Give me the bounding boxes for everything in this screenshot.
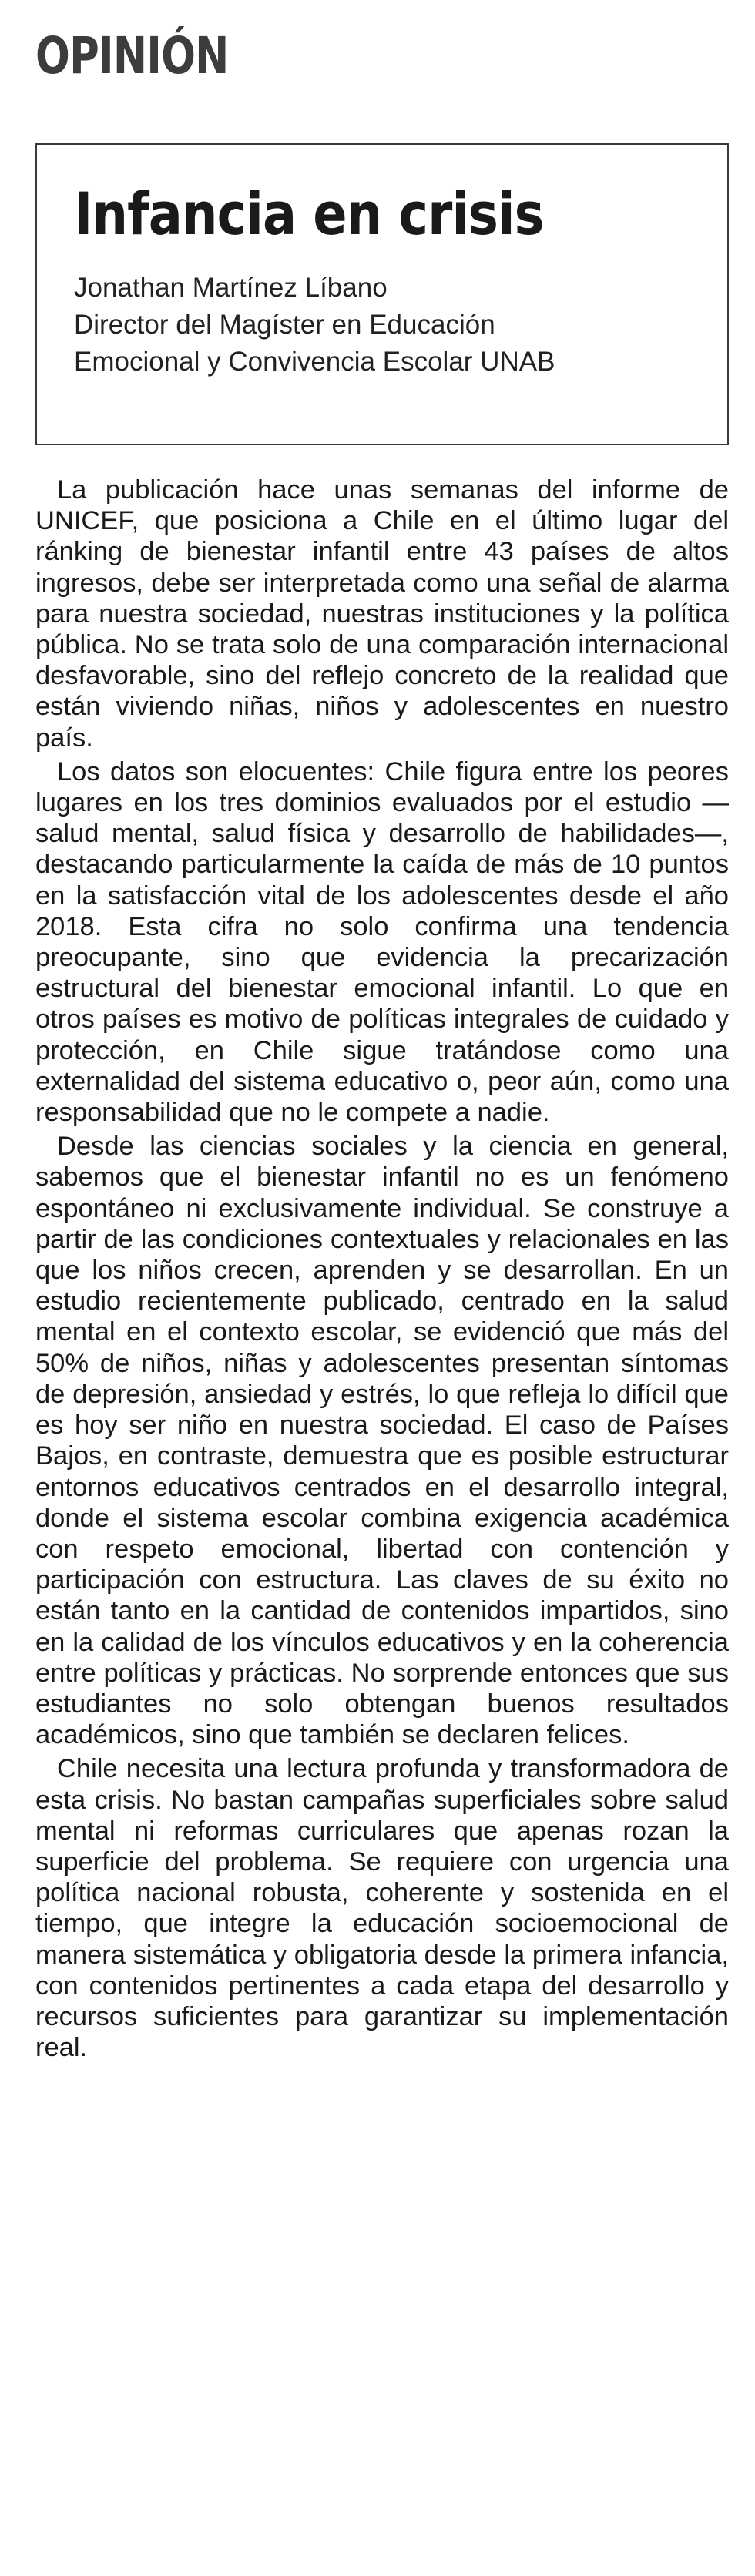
headline: Infancia en crisis bbox=[74, 179, 544, 248]
article-body bbox=[35, 475, 729, 2066]
byline bbox=[74, 270, 555, 381]
paragraph: Desde las ciencias sociales y la ciencia en general, sabemos que el bienestar infantil no es un fenómeno espontáneo ni exclusivamente individual. Se construye a partir de las condiciones contextuales y relacionales en las que los niños crecen, aprenden y se desarrollan. En un estudio recientemente publicado, centrado en la salud mental en el contexto escolar, se evidenció que más del 50% de niños, niñas y adolescentes presentan síntomas de depresión, ansiedad y estrés, lo que refleja lo difícil que es hoy ser niño en nuestra sociedad. El caso de Países Bajos, en contraste, demuestra que es posible estructurar entornos educativos centrados en el desarrollo integral, donde el sistema escolar combina exigencia académica con respeto emocional, libertad con contención y participación con estructura. Las claves de su éxito no están tanto en la cantidad de contenidos impartidos, sino en la calidad de los vínculos educativos y en la coherencia entre políticas y prácticas. No sorprende entonces que sus estudiantes no solo obtengan buenos resultados académicos, sino que también se declaren felices. bbox=[35, 1132, 729, 1750]
paragraph: Chile necesita una lectura profunda y transformadora de esta crisis. No bastan campañas superficiales sobre salud mental ni reformas curriculares que apenas rozan la superficie del problema. Se requiere con urgencia una política nacional robusta, coherente y sostenida en el tiempo, que integre la educación socioemocional de manera sistemática y obligatoria desde la primera infancia, con contenidos pertinentes a cada etapa del desarrollo y recursos suficientes para garantizar su implementación real. bbox=[35, 1754, 729, 2063]
author-name: Jonathan Martínez Líbano bbox=[74, 273, 388, 303]
section-label: OPINIÓN bbox=[35, 26, 229, 86]
paragraph: Los datos son elocuentes: Chile figura entre los peores lugares en los tres dominios evaluados por el estudio —salud mental, salud física y desarrollo de habilidades—, destacando particularmente la caída de más de 10 puntos en la satisfacción vital de los adolescentes desde el año 2018. Esta cifra no solo confirma una tendencia preocupante, sino que evidencia la precarización estructural del bienestar emocional infantil. Lo que en otros países es motivo de políticas integrales de cuidado y protección, en Chile sigue tratándose como una externalidad del sistema educativo o, peor aún, como una responsabilidad que no le compete a nadie. bbox=[35, 756, 729, 1128]
headline-box bbox=[35, 143, 729, 445]
author-role-line-2: Emocional y Convivencia Escolar UNAB bbox=[74, 347, 555, 377]
author-role-line-1: Director del Magíster en Educación bbox=[74, 310, 495, 340]
paragraph: La publicación hace unas semanas del informe de UNICEF, que posiciona a Chile en el último lugar del ránking de bienestar infantil entre 43 países de altos ingresos, debe ser interpretada como una señal de alarma para nuestra sociedad, nuestras instituciones y la política pública. No se trata solo de una comparación internacional desfavorable, sino del reflejo concreto de la realidad que están viviendo niñas, niños y adolescentes en nuestro país. bbox=[35, 475, 729, 753]
